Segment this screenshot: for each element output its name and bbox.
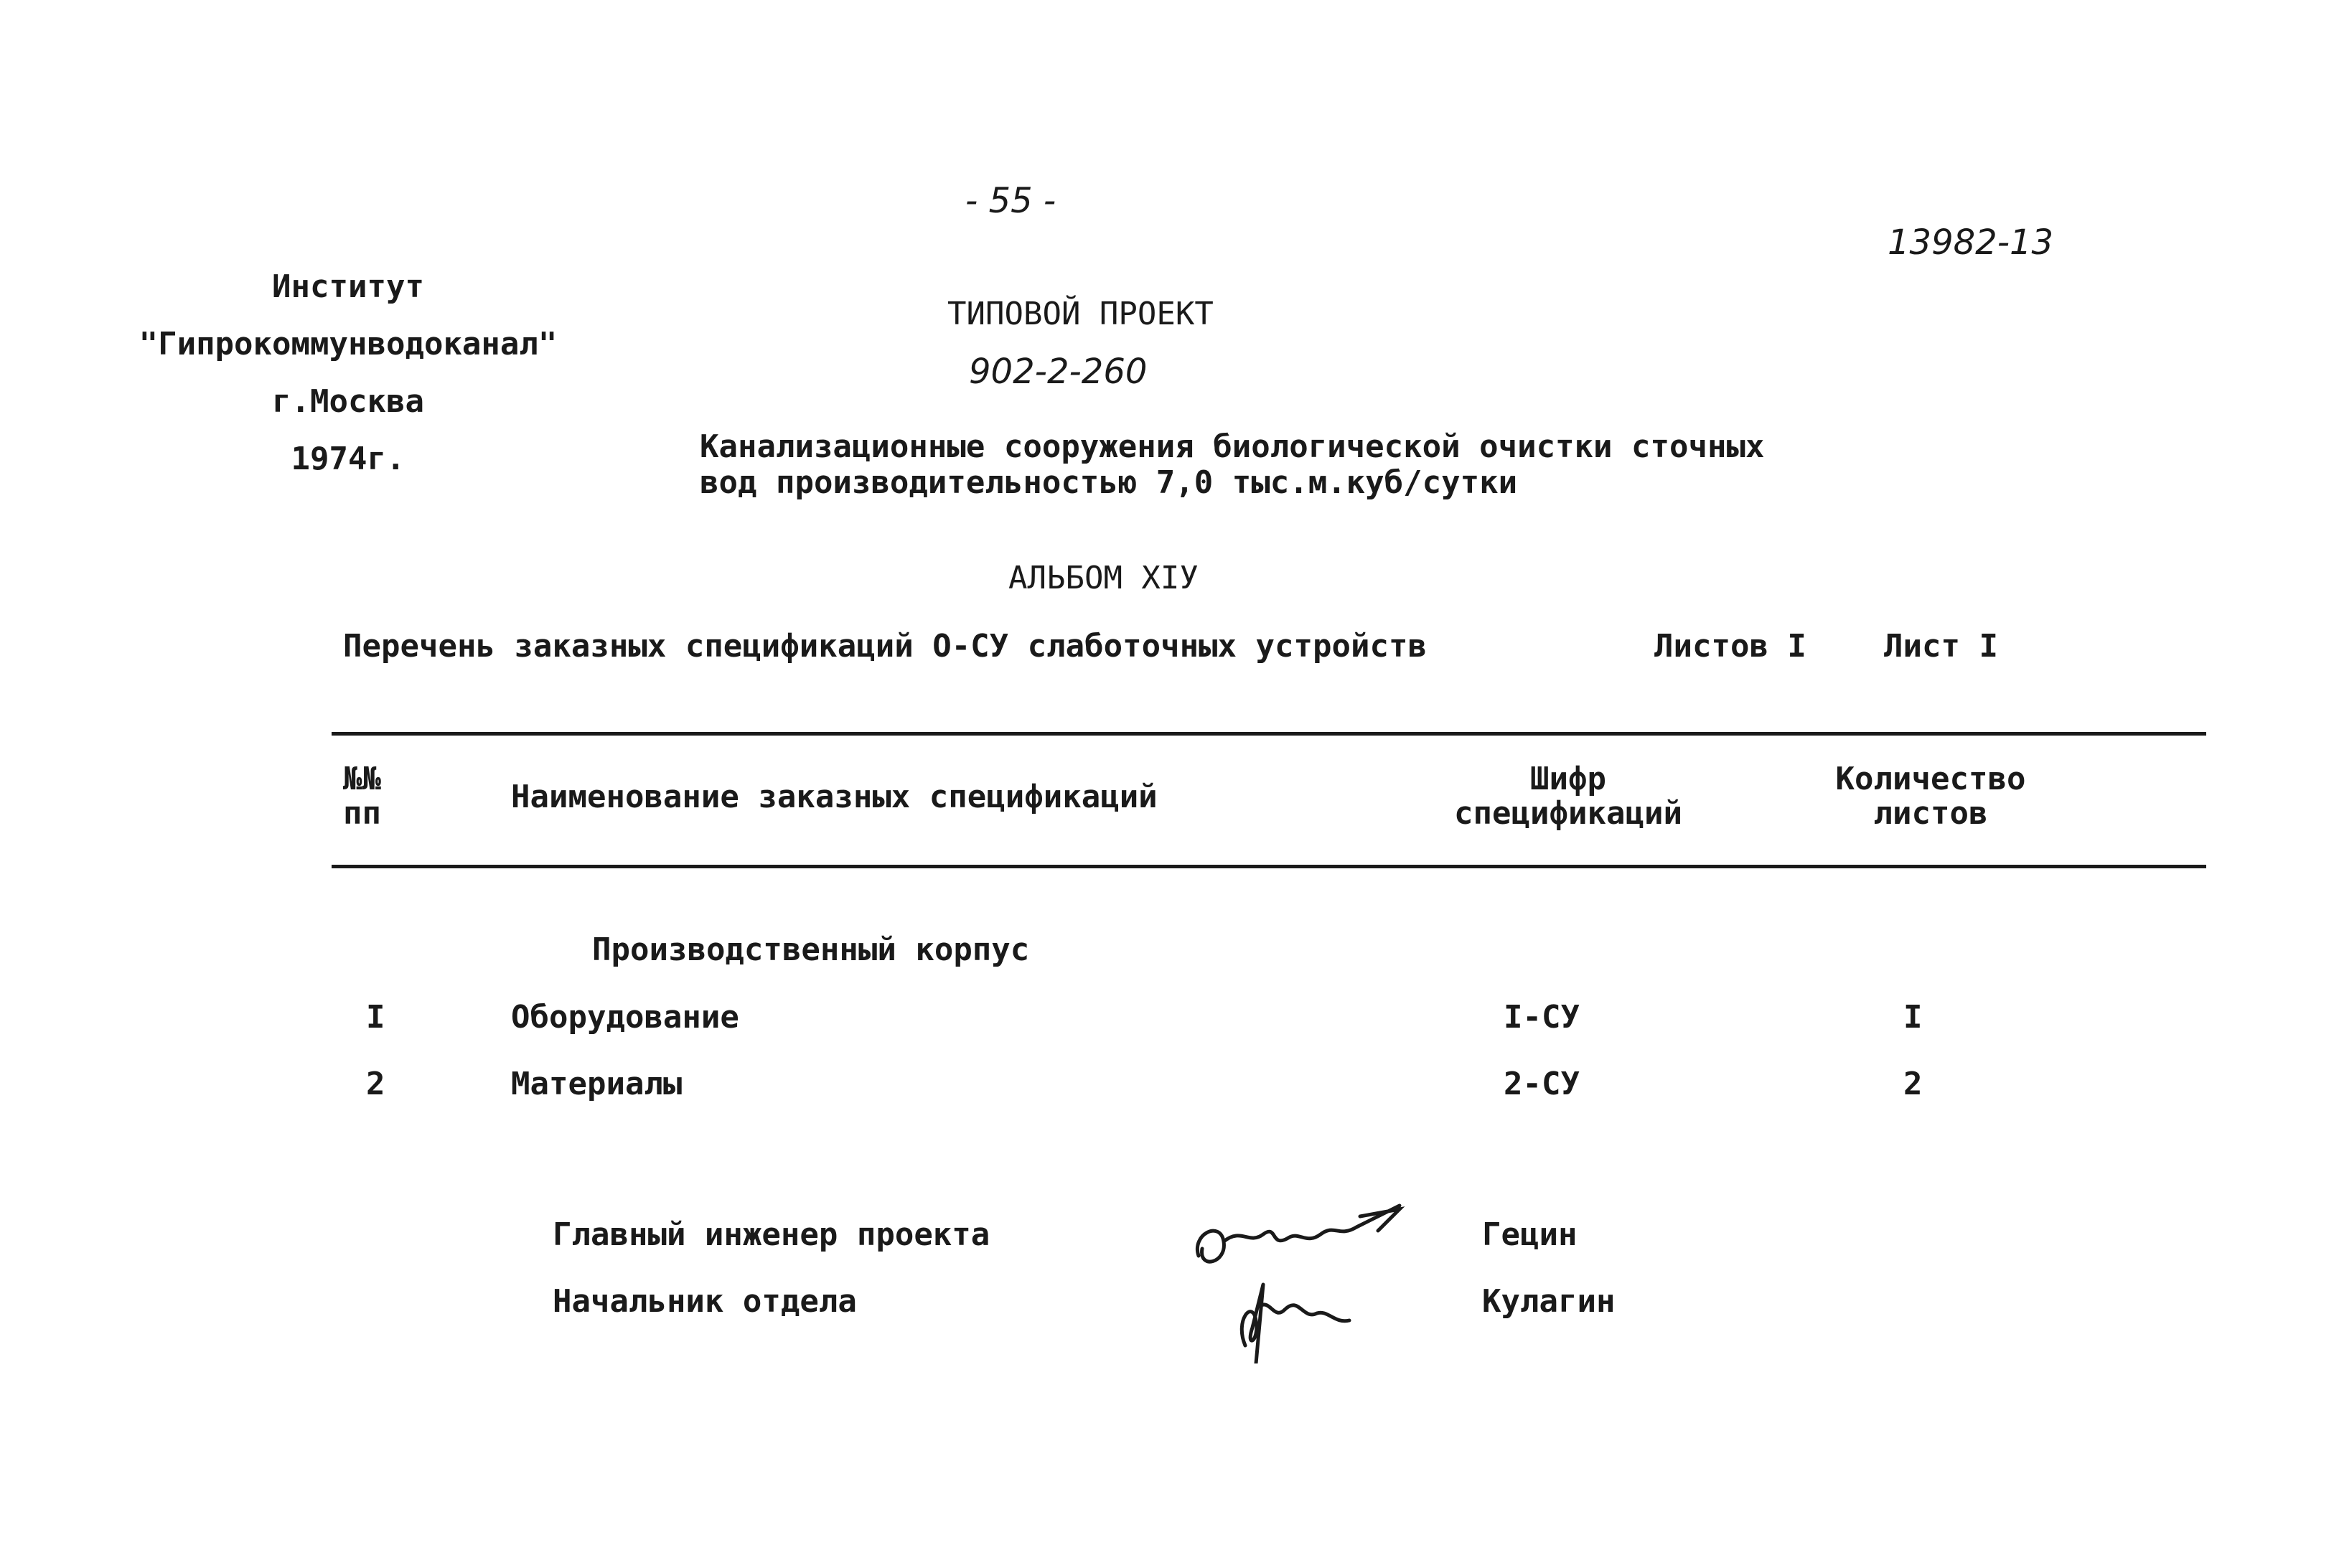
signature-kulagin	[1242, 1285, 1349, 1363]
row-code: I-СУ	[1504, 999, 1580, 1036]
column-header-code-line2: спецификаций	[1454, 795, 1682, 832]
table-header-rule	[332, 865, 2206, 868]
column-header-number	[343, 762, 381, 831]
album-title: АЛЬБОМ XIУ	[1008, 560, 1199, 596]
signature-name-chief-engineer: Гецин	[1482, 1216, 1578, 1253]
signature-role-department-head: Начальник отдела	[553, 1283, 857, 1320]
column-header-count-line2: листов	[1873, 795, 1988, 832]
page-number: - 55 -	[965, 181, 1056, 221]
row-name: Оборудование	[511, 999, 739, 1036]
column-header-count-line1: Количество	[1835, 761, 2026, 797]
column-header-number-line2: пп	[343, 795, 381, 832]
handwritten-signatures	[1184, 1177, 1443, 1363]
sheets-total: Листов I	[1654, 628, 1806, 665]
institute-name: "Гипрокоммунводоканал"	[139, 326, 558, 362]
project-number: 902-2-260	[969, 352, 1148, 392]
institute-city: г.Москва	[272, 383, 424, 420]
institute-name-label: Институт	[272, 268, 424, 305]
project-description	[700, 429, 1764, 501]
list-title: Перечень заказных спецификаций О-СУ слаботочных устройств	[343, 628, 1427, 665]
signature-name-department-head: Кулагин	[1482, 1283, 1616, 1320]
column-header-name: Наименование заказных спецификаций	[511, 779, 1158, 815]
column-header-code	[1407, 762, 1730, 831]
archive-number: 13982-13	[1888, 222, 2054, 263]
row-code: 2-СУ	[1504, 1066, 1580, 1102]
project-label: ТИПОВОЙ ПРОЕКТ	[947, 296, 1214, 332]
row-number: 2	[366, 1066, 385, 1102]
project-description-line1: Канализационные сооружения биологической очистки сточных	[700, 428, 1765, 465]
row-count: 2	[1903, 1066, 1923, 1102]
sheet-number: Лист I	[1884, 628, 1998, 665]
row-number: I	[366, 999, 385, 1036]
row-count: I	[1903, 999, 1923, 1036]
signature-role-chief-engineer: Главный инженер проекта	[553, 1216, 990, 1253]
institute-year: 1974г.	[291, 441, 406, 477]
column-header-number-line1: №№	[343, 761, 381, 797]
table-top-rule	[332, 732, 2206, 736]
institute-block	[115, 258, 581, 488]
section-heading: Производственный корпус	[592, 931, 1030, 968]
row-name: Материалы	[511, 1066, 683, 1102]
project-description-line2: вод производительностью 7,0 тыс.м.куб/сутки	[700, 464, 1518, 501]
column-header-count	[1809, 762, 2053, 831]
column-header-code-line1: Шифр	[1530, 761, 1606, 797]
signature-gecin	[1197, 1206, 1400, 1262]
